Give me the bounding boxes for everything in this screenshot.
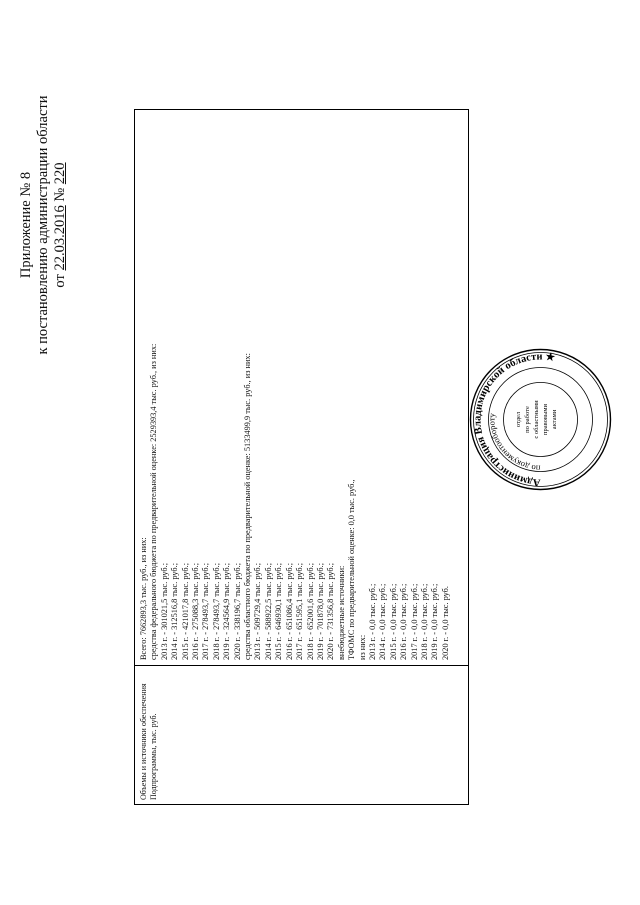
- funding-line: 2016 г. - 275088,3 тыс. руб.;: [191, 562, 201, 660]
- funding-line: 2015 г. - 646930,1 тыс. руб.;: [274, 562, 284, 660]
- funding-line: внебюджетные источники:: [336, 565, 346, 660]
- funding-label-cell: Объемы и источники обеспечения Подпрограммы, тыс. руб.: [139, 683, 158, 800]
- funding-line: 2013 г. - 301021,5 тыс. руб.;: [159, 562, 169, 660]
- seal-center-line: с областными: [533, 400, 540, 439]
- official-seal: [468, 347, 613, 492]
- decree-date: 22.03.2016: [52, 205, 68, 271]
- decree-date-number: [52, 65, 69, 385]
- funding-line: средства федерального бюджета по предварительной оценке: 2529393,4 тыс. руб., из них:: [149, 343, 159, 660]
- funding-details-cell: [139, 112, 451, 660]
- funding-line: 2014 г. - 588922,5 тыс. руб.;: [263, 562, 273, 660]
- seal-center-line: актами: [551, 409, 558, 430]
- funding-line: средства областного бюджета по предварительной оценке: 5133499,9 тыс. руб., из них:: [243, 353, 253, 660]
- funding-line: 2017 г. - 0,0 тыс. руб.;: [409, 583, 419, 660]
- date-prefix: от: [52, 274, 68, 288]
- funding-line: 2017 г. - 651595,1 тыс. руб.;: [295, 562, 305, 660]
- seal-center-line: правовыми: [542, 404, 549, 435]
- seal-outer-text: Администрация Владимирской области ★: [472, 351, 556, 488]
- funding-line: Всего: 7662893,3 тыс. руб., из них:: [139, 537, 148, 660]
- funding-line: 2019 г. - 324564,9 тыс. руб.;: [222, 562, 232, 660]
- funding-line: 2018 г. - 278493,7 тыс. руб.;: [211, 562, 221, 660]
- funding-line: 2013 г. - 0,0 тыс. руб.;: [367, 583, 377, 660]
- funding-table: [134, 109, 469, 805]
- appendix-title: Приложение № 8: [18, 171, 34, 279]
- funding-line: 2016 г. - 0,0 тыс. руб.;: [399, 583, 409, 660]
- funding-line: 2018 г. - 652001,6 тыс. руб.;: [305, 562, 315, 660]
- funding-line: 2013 г. - 509729,4 тыс. руб.;: [253, 562, 263, 660]
- appendix-header: [18, 65, 69, 385]
- number-prefix: №: [52, 187, 68, 202]
- funding-line: ТФОМС по предварительной оценке: 0,0 тыс. руб.,: [347, 479, 357, 660]
- funding-line: 2017 г. - 278493,7 тыс. руб.;: [201, 562, 211, 660]
- seal-center-text: [515, 400, 558, 439]
- table-column-divider: [135, 665, 468, 666]
- decree-number: 220: [52, 162, 68, 185]
- funding-line: 2014 г. - 0,0 тыс. руб.;: [378, 583, 388, 660]
- seal-center-line: по работе: [524, 406, 531, 433]
- funding-line: 2020 г. - 731356,8 тыс. руб.;: [326, 562, 336, 660]
- funding-line: 2019 г. - 0,0 тыс. руб.;: [430, 583, 440, 660]
- seal-inner-text: по документообороту: [486, 412, 541, 474]
- seal-center-line: отдел: [515, 411, 522, 428]
- funding-line: 2014 г. - 312516,8 тыс. руб.;: [170, 562, 180, 660]
- funding-line: 2018 г. - 0,0 тыс. руб.;: [419, 583, 429, 660]
- funding-line: 2015 г. - 0,0 тыс. руб.;: [388, 583, 398, 660]
- funding-line: 2015 г. - 421017,8 тыс. руб.;: [180, 562, 190, 660]
- funding-line: из них:: [357, 634, 367, 660]
- funding-line: 2020 г. - 0,0 тыс. руб.: [440, 586, 450, 660]
- decree-reference: к постановлению администрации области: [35, 95, 51, 355]
- funding-line: 2016 г. - 651086,4 тыс. руб.;: [284, 562, 294, 660]
- funding-line: 2019 г. - 701878,0 тыс. руб.;: [315, 562, 325, 660]
- funding-line: 2020 г. - 338196,7 тыс. руб.;: [232, 562, 242, 660]
